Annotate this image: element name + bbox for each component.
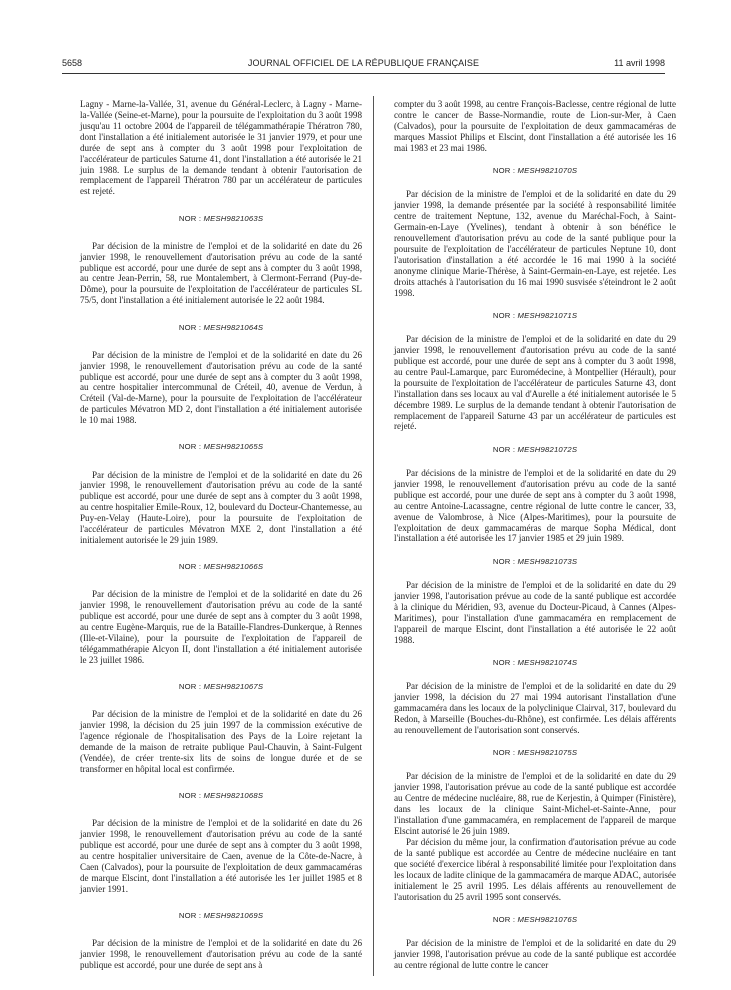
nor-code: MESH9821075S: [517, 748, 578, 758]
nor-reference: [80, 791, 362, 802]
nor-code: MESH9821073S: [517, 556, 578, 566]
decision-paragraph: Par décision de la ministre de l'emploi et de la solidarité en date du 29 janvier 1998, la demande présentée par la société à responsabilité limitée centre de traitement Neptune, 132, avenue du Maréchal-Foch, à Saint-Germain-en-Laye (Yvelines), tendant à obtenir à son bénéfice le renouvellement d'autorisation prévu au code de la santé publique pour la poursuite de l'exploitation de l'accélérateur de particules Neptune 10, dont l'autorisation d'installation a été accordée le 16 mai 1990 à la société anonyme clinique Marie-Thérèse, à Saint-Germain-en-Laye, est rejetée. Les droits attachés à l'autorisation du 16 mai 1990 susvisée s'éteindront le 2 août 1998.: [394, 189, 676, 298]
nor-reference: [394, 166, 676, 177]
nor-code: MESH9821064S: [203, 322, 264, 332]
nor-label: NOR :: [492, 165, 516, 175]
nor-label: NOR :: [178, 910, 202, 920]
nor-reference: [394, 748, 676, 759]
decision-paragraph: Par décision de la ministre de l'emploi et de la solidarité en date du 26 janvier 1998, le renouvellement d'autorisation prévu au code de la santé publique est accordé, pour une durée de sept ans à compter du 3 août 1998, au centre hospitalier Emile-Roux, 12, boulevard du Docteur-Chantemesse, au Puy-en-Velay (Haute-Loire), pour la poursuite de l'exploitation de l'accélérateur de particules Mévatron MXE 2, dont l'installation a été initialement autorisée le 29 juin 1989.: [80, 469, 362, 546]
journal-title: JOURNAL OFFICIEL DE LA RÉPUBLIQUE FRANÇAISE: [247, 58, 480, 68]
nor-reference: [80, 442, 362, 453]
decision-paragraph: Par décision de la ministre de l'emploi et de la solidarité en date du 29 janvier 1998, l'autorisation prévue au code de la santé publique est accordée au centre régional de lutte contre le cancer: [394, 938, 676, 970]
nor-code: MESH9821076S: [517, 914, 578, 924]
nor-code: MESH9821067S: [203, 682, 264, 692]
decision-paragraph: Par décision de la ministre de l'emploi et de la solidarité en date du 29 janvier 1998, l'autorisation prévue au code de la santé publique est accordée à la clinique du Méridien, 93, avenue du Docteur-Picaud, à Cannes (Alpes-Maritimes), pour l'installation d'une gammacaméra en remplacement de l'appareil de marque Elscint, dont l'installation a été autorisée le 22 août 1988.: [394, 580, 676, 645]
nor-label: NOR :: [178, 213, 202, 223]
decision-paragraph: Par décision de la ministre de l'emploi et de la solidarité en date du 26 janvier 1998, le renouvellement d'autorisation prévu au code de la santé publique est accordé, pour une durée de sept ans à compter du 3 août 1998, au centre Eugène-Marquis, rue de la Bataille-Flandres-Dunkerque, à Rennes (Ille-et-Vilaine), pour la poursuite de l'exploitation de l'appareil de télégammathérapie Alcyon II, dont l'installation a été initialement autorisée le 23 juillet 1986.: [80, 589, 362, 665]
nor-label: NOR :: [492, 914, 516, 924]
nor-code: MESH9821068S: [203, 791, 264, 801]
decision-paragraph: Par décision de la ministre de l'emploi et de la solidarité en date du 26 janvier 1998, le renouvellement d'autorisation prévu au code de la santé publique est accordé, pour une durée de sept ans à compter du 3 août 1998, au centre hospitalier intercommunal de Créteil, 40, avenue de Verdun, à Créteil (Val-de-Marne), pour la poursuite de l'exploitation de l'accélérateur de particules Mévatron MD 2, dont l'installation a été initialement autorisée le 10 mai 1988.: [80, 349, 362, 426]
nor-label: NOR :: [178, 322, 202, 332]
nor-code: MESH9821063S: [203, 213, 264, 223]
header-rule: [62, 73, 665, 74]
nor-reference: [80, 682, 362, 693]
nor-code: MESH9821069S: [203, 910, 264, 920]
nor-label: NOR :: [492, 444, 516, 454]
nor-code: MESH9821074S: [517, 657, 578, 667]
nor-code: MESH9821070S: [517, 165, 578, 175]
decision-paragraph: compter du 3 août 1998, au centre François-Baclesse, centre régional de lutte contre le cancer de Basse-Normandie, route de Lion-sur-Mer, à Caen (Calvados), pour la poursuite de l'exploitation de deux gammacaméras de marques Massiot Philips et Elscint, dont l'installation a été autorisée les 16 mai 1983 et 23 mai 1986.: [394, 99, 676, 153]
page-number: 5658: [62, 58, 83, 68]
left-column: [80, 99, 362, 971]
nor-reference: [394, 311, 676, 322]
decision-paragraph: Par décision de la ministre de l'emploi et de la solidarité en date du 26 janvier 1998, le renouvellement d'autorisation prévu au code de la santé publique est accordé, pour une durée de sept ans à: [80, 938, 362, 970]
nor-reference: [80, 214, 362, 225]
nor-reference: [394, 658, 676, 669]
nor-label: NOR :: [178, 791, 202, 801]
nor-code: MESH9821071S: [517, 310, 578, 320]
decision-paragraph: Par décision de la ministre de l'emploi et de la solidarité en date du 29 janvier 1998, l'autorisation prévue au code de la santé publique est accordée au Centre de médecine nucléaire, 88, rue de Kerjestin, à Quimper (Finistère), dans les locaux de la clinique Saint-Michel-et-Sainte-Anne, pour l'installation d'une gammacaméra, en remplacement de l'appareil de marque Elscint autorisé le 26 juin 1989.: [394, 771, 676, 836]
nor-code: MESH9821066S: [203, 562, 264, 572]
nor-reference: [394, 915, 676, 926]
nor-label: NOR :: [492, 657, 516, 667]
decision-paragraph: Par décisions de la ministre de l'emploi et de la solidarité en date du 29 janvier 1998, le renouvellement d'autorisation prévu au code de la santé publique est accordé, pour une durée de sept ans à compter du 3 août 1998, au centre Antoine-Lacassagne, centre régional de lutte contre le cancer, 33, avenue de Valombrose, à Nice (Alpes-Maritimes), pour la poursuite de l'exploitation de deux gammacaméras de marque Sopha Médical, dont l'installation a été autorisée les 17 janvier 1985 et 29 juin 1989.: [394, 467, 676, 544]
nor-reference: [394, 557, 676, 568]
decision-paragraph: Par décision de la ministre de l'emploi et de la solidarité en date du 26 janvier 1998, le renouvellement d'autorisation prévu au code de la santé publique est accordé, pour une durée de sept ans à compter du 3 août 1998, au centre Jean-Perrin, 58, rue Montalembert, à Clermont-Ferrand (Puy-de-Dôme), pour la poursuite de l'exploitation de l'accélérateur de particules SL 75/5, dont l'installation a été initialement autorisée le 22 août 1984.: [80, 240, 362, 306]
nor-label: NOR :: [178, 442, 202, 452]
nor-code: MESH9821072S: [517, 444, 578, 454]
decision-paragraph: Lagny - Marne-la-Vallée, 31, avenue du Général-Leclerc, à Lagny - Marne-la-Vallée (Seine-et-Marne), pour la poursuite de l'exploitation du 3 août 1998 jusqu'au 11 octobre 2004 de l'appareil de télégammathérapie Thératron 780, dont l'installation a été initialement autorisée le 31 janvier 1979, et pour une durée de sept ans à compter du 3 août 1998 pour l'exploitation de l'accélérateur de particules Saturne 41, dont l'installation a été autorisée le 21 juin 1988. Le surplus de la demande tendant à obtenir l'autorisation de remplacement de l'appareil Thératron 780 par un accélérateur de particules est rejeté.: [80, 99, 362, 197]
nor-label: NOR :: [178, 562, 202, 572]
decision-paragraph: Par décision de la ministre de l'emploi et de la solidarité en date du 29 janvier 1998, le renouvellement d'autorisation prévu au code de la santé publique est accordé, pour une durée de sept ans à compter du 3 août 1998, au centre Paul-Lamarque, parc Euromédecine, à Montpellier (Hérault), pour la poursuite de l'exploitation de l'accélérateur de particules Saturne 43, dont l'installation dans ses locaux au val d'Aurelle a été initialement autorisée le 5 décembre 1989. Le surplus de la demande tendant à obtenir l'autorisation de remplacement de l'appareil Saturne 43 par un accélérateur de particules est rejeté.: [394, 334, 676, 432]
nor-label: NOR :: [492, 748, 516, 758]
nor-label: NOR :: [178, 682, 202, 692]
nor-code: MESH9821065S: [203, 442, 264, 452]
decision-paragraph: Par décision de la ministre de l'emploi et de la solidarité en date du 26 janvier 1998, le renouvellement d'autorisation prévu au code de la santé publique est accordé, pour une durée de sept ans à compter du 3 août 1998, au centre hospitalier universitaire de Caen, avenue de la Côte-de-Nacre, à Caen (Calvados), pour la poursuite de l'exploitation de deux gammacaméras de marque Elscint, dont l'installation a été autorisée les 1er juillet 1985 et 8 janvier 1991.: [80, 818, 362, 894]
nor-label: NOR :: [492, 310, 516, 320]
nor-reference: [80, 323, 362, 334]
decision-paragraph: Par décision du même jour, la confirmation d'autorisation prévue au code de la santé publique est accordée au Centre de médecine nucléaire en tant que société d'exercice libéral à responsabilité limitée pour l'exploitation dans les locaux de ladite clinique de la gammacaméra de marque ADAC, autorisée initialement le 25 avril 1995. Les délais afférents au renouvellement de l'autorisation du 25 avril 1995 sont conservés.: [394, 836, 676, 902]
nor-reference: [394, 445, 676, 456]
nor-reference: [80, 562, 362, 573]
decision-paragraph: Par décision de la ministre de l'emploi et de la solidarité en date du 29 janvier 1998, la décision du 27 mai 1994 autorisant l'installation d'une gammacaméra dans les locaux de la polyclinique Clairval, 317, boulevard du Redon, à Marseille (Bouches-du-Rhône), est confirmée. Les délais afférents au renouvellement de l'autorisation sont conservés.: [394, 681, 676, 735]
nor-reference: [80, 911, 362, 922]
issue-date: 11 avril 1998: [614, 58, 665, 68]
right-column: [394, 99, 676, 971]
nor-label: NOR :: [492, 556, 516, 566]
decision-paragraph: Par décision de la ministre de l'emploi et de la solidarité en date du 26 janvier 1998, la décision du 25 juin 1997 de la commission exécutive de l'agence régionale de l'hospitalisation des Pays de la Loire rejetant la demande de la maison de retraite publique Paul-Chauvin, à Saint-Fulgent (Vendée), de créer trente-six lits de soins de longue durée et de se transformer en hôpital local est confirmée.: [80, 709, 362, 774]
column-divider: [373, 96, 374, 976]
running-header: [62, 58, 665, 72]
